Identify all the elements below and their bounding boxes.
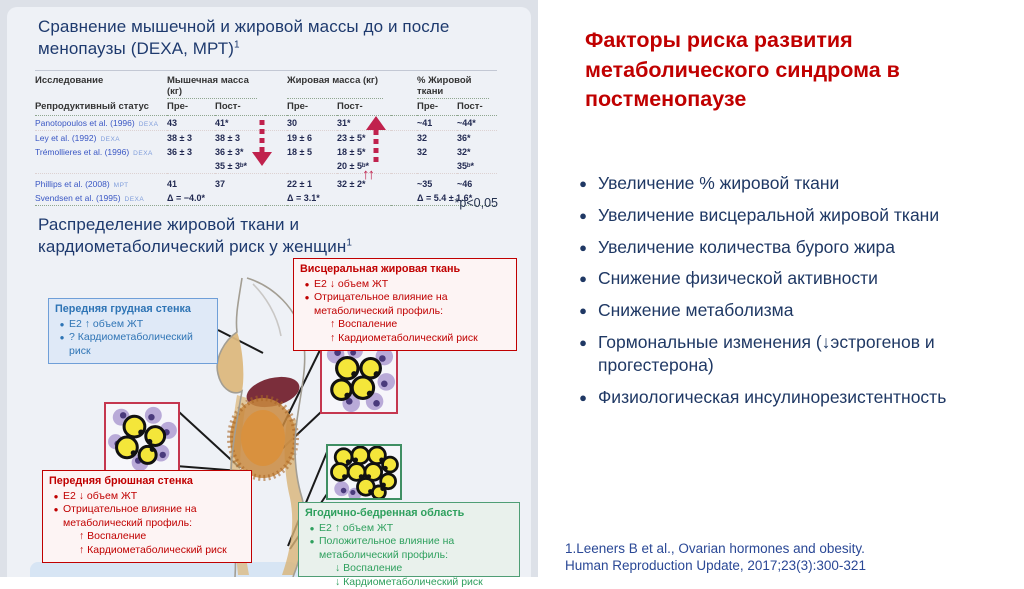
- bullet-icon: ●: [309, 523, 315, 533]
- col-pre: Пре-: [417, 99, 457, 116]
- bullet-icon: ●: [579, 176, 587, 191]
- cell: Δ = 3.1*: [287, 191, 391, 206]
- bullet-icon: ●: [59, 319, 65, 329]
- bullet-icon: ●: [579, 271, 587, 287]
- cell: 18 ± 5*: [337, 147, 366, 157]
- cell: 30: [287, 116, 337, 131]
- cell: ~44*: [457, 116, 497, 131]
- list-item: ● Физиологическая инсулинорезистентность: [568, 386, 1020, 409]
- bullet-icon: ●: [53, 491, 59, 501]
- list-item: ● Снижение метаболизма: [568, 299, 1020, 322]
- cell: 31*: [337, 116, 391, 131]
- bullet-icon: ●: [309, 537, 315, 547]
- callout-subline: ↑ Кардиометаболический риск: [79, 543, 227, 556]
- bullet-icon: ●: [53, 505, 59, 515]
- section2-title-text: Распределение жировой ткани и кардиометаболический риск у женщин: [38, 215, 347, 257]
- cell: 18 ± 5: [287, 147, 312, 157]
- list-item: ● Снижение физической активности: [568, 267, 1020, 290]
- section2-title: [38, 214, 448, 258]
- bullet-icon: ●: [304, 293, 310, 303]
- cell: 35 ± 3ᵇ*: [215, 159, 265, 174]
- cell: 41: [167, 179, 178, 189]
- callout-line: Положительное влияние на метаболический профиль:: [319, 535, 455, 561]
- bullet-icon: ●: [579, 334, 587, 350]
- callout-line: Отрицательное влияние на метаболический профиль:: [63, 503, 197, 529]
- bullet-icon: ●: [59, 333, 65, 343]
- callout-title: Висцеральная жировая ткань: [300, 263, 461, 275]
- table-header-study: Исследование: [35, 75, 104, 86]
- list-item: ● Увеличение висцеральной жировой ткани: [568, 204, 1020, 227]
- callout-subline: ↑ Воспаление: [79, 530, 147, 543]
- citation-line2: Human Reproduction Update, 2017;23(3):300-321: [565, 558, 866, 574]
- callout-abdominal-wall: [42, 470, 252, 563]
- callout-line: E2 ↑ объем ЖТ: [319, 521, 394, 534]
- callout-line: E2 ↓ объем ЖТ: [314, 277, 389, 290]
- cell: ~35: [417, 179, 433, 189]
- callout-gluteofemoral: [298, 502, 520, 588]
- col-pre: Пре-: [167, 99, 215, 116]
- callout-visceral-fat: [293, 258, 517, 351]
- cell: 41*: [215, 116, 265, 131]
- callout-title: Передняя брюшная стенка: [49, 475, 193, 487]
- citation: [565, 540, 1005, 575]
- inflamed-adipocytes-abdominal-illustration: [104, 402, 180, 472]
- cell: 32*: [457, 147, 471, 157]
- cell: 19 ± 6: [287, 133, 312, 143]
- cell: 32: [417, 133, 428, 143]
- col-post: Пост-: [337, 99, 391, 116]
- visceral-fat-illustration: [230, 398, 296, 478]
- callout-chest-wall: [48, 298, 218, 364]
- table-row-study: Panotopoulos et al. (1996) DEXA: [35, 116, 167, 131]
- callout-subline: ↓ Воспаление: [335, 562, 403, 575]
- cell: 38 ± 3: [215, 133, 240, 143]
- col-post: Пост-: [215, 99, 265, 116]
- bullet-icon: ●: [304, 279, 310, 289]
- col-post: Пост-: [457, 99, 497, 116]
- cell: ~46: [457, 179, 473, 189]
- cell: 43: [167, 116, 215, 131]
- callout-title: Ягодично-бедренная область: [305, 507, 465, 519]
- list-item: ● Увеличение количества бурого жира: [568, 236, 1020, 259]
- cell: 38 ± 3: [167, 133, 192, 143]
- bullet-icon: ●: [579, 389, 587, 405]
- list-item: ● Увеличение % жировой ткани: [568, 172, 1020, 195]
- section2-title-sup: 1: [346, 237, 353, 249]
- cell: 20 ± 5ᵇ*: [337, 159, 391, 174]
- bullet-icon: ●: [579, 303, 587, 319]
- bullet-icon: ●: [579, 207, 587, 223]
- cell: 37: [215, 179, 226, 189]
- healthy-adipocytes-gluteofemoral-illustration: [326, 444, 402, 500]
- cell: 32 ± 2*: [337, 179, 366, 189]
- callout-subline: ↑ Воспаление: [330, 318, 398, 331]
- callout-title: Передняя грудная стенка: [55, 303, 191, 315]
- table-row-study: Svendsen et al. (1995) DEXA: [35, 191, 167, 206]
- callout-line: E2 ↓ объем ЖТ: [63, 489, 138, 502]
- section1-title-sup: 1: [233, 39, 240, 51]
- callout-line: Отрицательное влияние на метаболический профиль:: [314, 291, 448, 317]
- callout-line: ? Кардиометаболический риск: [69, 331, 193, 357]
- table-footnote: *p<0,05: [454, 196, 498, 210]
- table-header-fat: Жировая масса (кг): [287, 74, 383, 99]
- cell: 35ᵇ*: [457, 159, 497, 174]
- table-header-muscle: Мышечная масса (кг): [167, 74, 257, 99]
- cell: 32: [417, 147, 428, 157]
- citation-line1: 1.Leeners B et al., Ovarian hormones and obesity.: [565, 541, 865, 556]
- list-item: ● Гормональные изменения (↓эстрогенов и прогестерона): [568, 331, 1020, 378]
- callout-line: E2 ↑ объем ЖТ: [69, 317, 144, 330]
- right-title: Факторы риска развития метаболического синдрома в постменопаузе: [585, 28, 900, 112]
- table-row-study: Ley et al. (1992) DEXA: [35, 133, 121, 143]
- cell: 22 ± 1: [287, 179, 312, 189]
- bullet-icon: ●: [579, 239, 587, 255]
- cell: ~41: [417, 116, 457, 131]
- cell: 36 ± 3*: [215, 147, 244, 157]
- col-pre: Пре-: [287, 99, 337, 116]
- table-header-status: Репродуктивный статус: [35, 99, 167, 116]
- section1-title: [38, 16, 486, 60]
- table-header-pct: % Жировой ткани: [417, 74, 489, 99]
- table-row-study: Phillips et al. (2008) МРТ: [35, 179, 129, 189]
- callout-subline: ↑ Кардиометаболический риск: [330, 331, 478, 344]
- inflamed-adipocytes-visceral-illustration: [320, 340, 398, 414]
- cell: Δ = −4.0*: [167, 191, 265, 206]
- fat-double-up-arrow-icon: ↑↑: [362, 166, 373, 183]
- cell: 36*: [457, 133, 471, 143]
- risk-factors-list: [568, 172, 1020, 418]
- cell: Δ = 5.4 ± 1.6*: [417, 191, 497, 206]
- table-row-study: Trémollieres et al. (1996) DEXA: [35, 147, 153, 157]
- callout-subline: ↓ Кардиометаболический риск: [335, 575, 483, 588]
- cell: 36 ± 3: [167, 147, 192, 157]
- section1-title-text: Сравнение мышечной и жировой массы до и после менопаузы (DEXA, МРТ): [38, 17, 450, 59]
- cell: 23 ± 5*: [337, 133, 366, 143]
- menopause-mass-table: [35, 70, 497, 206]
